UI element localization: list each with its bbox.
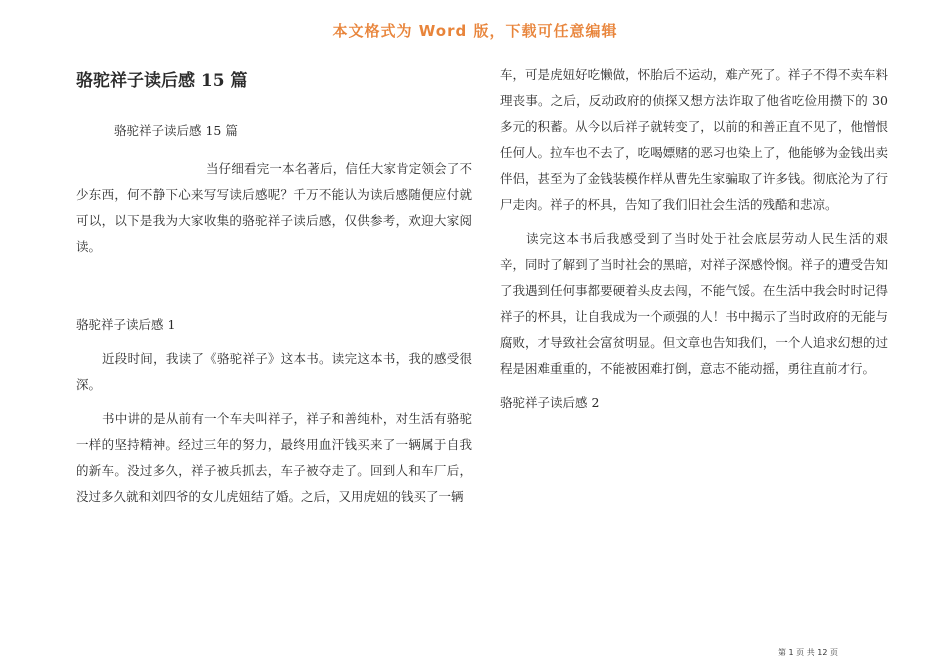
section-heading-1: 骆驼祥子读后感 1 [76, 317, 176, 332]
format-banner: 本文格式为 Word 版，下载可任意编辑 [332, 22, 618, 40]
section-heading-2: 骆驼祥子读后感 2 [500, 395, 600, 410]
paragraph-1: 近段时间，我读了《骆驼祥子》这本书。读完这本书，我的感受很深。 [76, 351, 472, 392]
document-title: 骆驼祥子读后感 15 篇 [76, 71, 248, 91]
document-subtitle: 骆驼祥子读后感 15 篇 [114, 123, 238, 138]
paragraph-2: 书中讲的是从前有一个车夫叫祥子，祥子和善纯朴，对生活有骆驼一样的坚持精神。经过三年的努力，最终用血汗钱买来了一辆属于自我的新车。没过多久，祥子被兵抓去，车子被夺走了。回到人和车厂后，没过多久就和刘四爷的女儿虎妞结了婚。之后，又用虎妞的钱买了一辆 [76, 411, 472, 504]
right-column [500, 62, 888, 424]
left-column [76, 62, 472, 510]
page-footer: 第 1 页 共 12 页 [778, 648, 838, 657]
paragraph-2-continued: 车，可是虎妞好吃懒做，怀胎后不运动，难产死了。祥子不得不卖车料理丧事。之后，反动政府的侦探又想方法诈取了他省吃俭用攒下的 30 多元的积蓄。从今以后祥子就转变了，以前的和善正直不见了，他憎恨任何人。拉车也不去了，吃喝嫖赌的恶习也染上了，他能够为金钱出卖伴侣，甚至为了金钱装模作样从曹先生家骗取了许多钱。彻底沦为了行尸走肉。祥子的杯具，告知了我们旧社会生活的残酷和悲凉。 [500, 67, 888, 212]
intro-paragraph: 当仔细看完一本名著后，信任大家肯定领会了不少东西，何不静下心来写写读后感呢？千万不能认为读后感随便应付就可以，以下是我为大家收集的骆驼祥子读后感，仅供参考，欢迎大家阅读。 [76, 161, 472, 254]
paragraph-3: 读完这本书后我感受到了当时处于社会底层劳动人民生活的艰辛，同时了解到了当时社会的黑暗，对祥子深感怜悯。祥子的遭受告知了我遇到任何事都要硬着头皮去闯，不能气馁。在生活中我会时时记得祥子的杯具，让自我成为一个顽强的人！书中揭示了当时政府的无能与腐败，才导致社会富贫明显。但文章也告知我们，一个人追求幻想的过程是困难重重的，不能被困难打倒，意志不能动摇，勇往直前才行。 [500, 231, 888, 376]
